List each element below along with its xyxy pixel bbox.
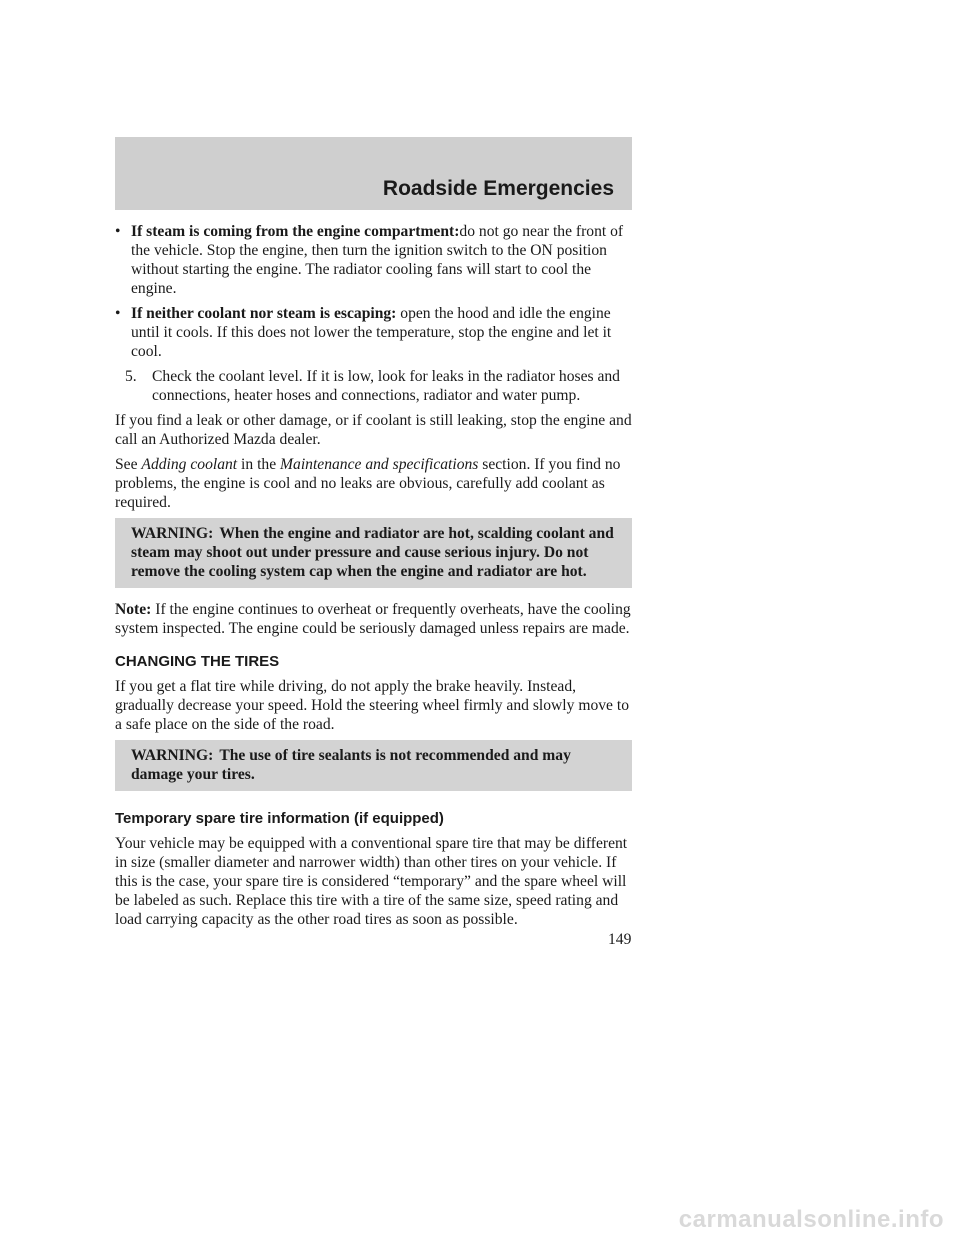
warning-text: When the engine and radiator are hot, scalding coolant and steam may shoot out under pressure and cause serious injury. Do not remove the cooling system cap when the engine and radiator are hot. [131, 525, 614, 580]
bullet-marker: • [115, 305, 121, 322]
warning-box-hot-engine [115, 518, 632, 588]
paragraph-leak: If you find a leak or other damage, or if coolant is still leaking, stop the engine and call an Authorized Mazda dealer. [115, 412, 632, 448]
warning-box-tire-sealants [115, 740, 632, 791]
bullet-lead: If steam is coming from the engine compartment: [131, 223, 460, 240]
header-band [115, 137, 632, 210]
heading-changing-tires: CHANGING THE TIRES [115, 653, 280, 670]
bullet-no-steam [115, 304, 632, 361]
see-rest: section. If you find no problems, the engine is cool and no leaks are obvious, carefully add coolant as required. [115, 456, 621, 511]
bullet-text: open the hood and idle the engine until it cools. If this does not lower the temperature, stop the engine and let it cool. [131, 305, 612, 360]
note-overheat [115, 600, 632, 638]
link-adding-coolant: Adding coolant [141, 456, 238, 473]
see-mid: in the [237, 456, 281, 473]
note-text: If the engine continues to overheat or frequently overheats, have the cooling system inspected. The engine could be seriously damaged unless repairs are made. [115, 601, 631, 637]
bullet-lead: If neither coolant nor steam is escaping: [131, 305, 397, 322]
paragraph-flat-tire: If you get a flat tire while driving, do not apply the brake heavily. Instead, gradually decrease your speed. Hold the steering wheel firmly and slowly move to a safe place on the side of the road. [115, 678, 630, 733]
bullet-marker: • [115, 223, 121, 240]
step-5 [115, 367, 632, 405]
see-word: See [115, 456, 142, 473]
watermark: carmanualsonline.info [678, 1206, 944, 1233]
bullet-text: do not go near the front of the vehicle. Stop the engine, then turn the ignition switch to the ON position without starting the engine. The radiator cooling fans will start to cool the engine. [131, 223, 624, 297]
section-title: Roadside Emergencies [382, 177, 614, 200]
page-content [115, 222, 632, 935]
page-number: 149 [608, 931, 632, 948]
heading-temporary-spare: Temporary spare tire information (if equipped) [115, 810, 444, 827]
paragraph-spare-tire: Your vehicle may be equipped with a conventional spare tire that may be different in size (smaller diameter and narrower width) than other tires on your vehicle. If this is the case, your spare tire is considered “temporary” and the spare wheel will be labeled as such. Replace this tire with a tire of the same size, speed rating and load carrying capacity as the other road tires as soon as possible. [115, 835, 628, 928]
link-maintenance-specifications: Maintenance and specifications [280, 456, 479, 473]
warning-label: WARNING: [131, 747, 214, 764]
warning-text: The use of tire sealants is not recommended and may damage your tires. [131, 747, 571, 783]
step-number: 5. [125, 368, 137, 385]
bullet-steam [115, 222, 632, 298]
paragraph-see-adding-coolant [115, 455, 632, 512]
note-label: Note: [115, 601, 152, 618]
warning-label: WARNING: [131, 525, 214, 542]
step-text: Check the coolant level. If it is low, look for leaks in the radiator hoses and connections, heater hoses and connections, radiator and water pump. [152, 368, 620, 404]
